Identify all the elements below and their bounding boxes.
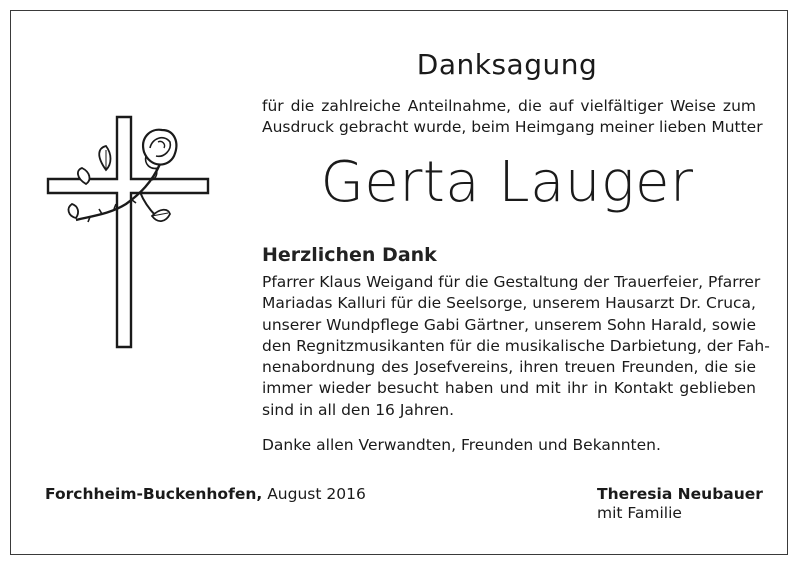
signer-family: mit Familie bbox=[597, 504, 682, 522]
intro-text bbox=[262, 96, 763, 138]
thanks-line: unserer Wundpflege Gabi Gärtner, unserem Sohn Harald, sowie bbox=[262, 315, 756, 334]
notice-title: Danksagung bbox=[416, 48, 598, 81]
place-date bbox=[45, 485, 366, 503]
signer-name: Theresia Neubauer bbox=[597, 485, 763, 503]
thanks-heading: Herzlichen Dank bbox=[262, 244, 437, 266]
intro-line: Ausdruck gebracht wurde, beim Heimgang meiner lieben Mutter bbox=[262, 118, 763, 136]
cross-with-rose-icon bbox=[40, 112, 210, 352]
thanks-line: immer wieder besucht haben und mit ihr in Kontakt geblieben bbox=[262, 379, 756, 398]
thanks-line: nenabordnung des Josefvereins, ihren treuen Freunden, die sie bbox=[262, 358, 756, 377]
signer-block bbox=[597, 485, 763, 522]
place-name: Forchheim-Buckenhofen, bbox=[45, 485, 263, 503]
thanks-body bbox=[262, 272, 770, 421]
thanks-line: den Regnitzmusikanten für die musikalische Darbietung, der Fah- bbox=[262, 336, 770, 355]
notice-date: August 2016 bbox=[267, 485, 366, 503]
thanks-line: Pfarrer Klaus Weigand für die Gestaltung der Trauerfeier, Pfarrer bbox=[262, 273, 761, 291]
closing-line: Danke allen Verwandten, Freunden und Bekannten. bbox=[262, 436, 661, 454]
intro-line: für die zahlreiche Anteilnahme, die auf vielfältiger Weise zum bbox=[262, 97, 756, 115]
thanks-line: sind in all den 16 Jahren. bbox=[262, 400, 455, 419]
deceased-name: Gerta Lauger bbox=[320, 150, 694, 215]
thanks-line: Mariadas Kalluri für die Seelsorge, unserem Hausarzt Dr. Cruca, bbox=[262, 294, 756, 313]
